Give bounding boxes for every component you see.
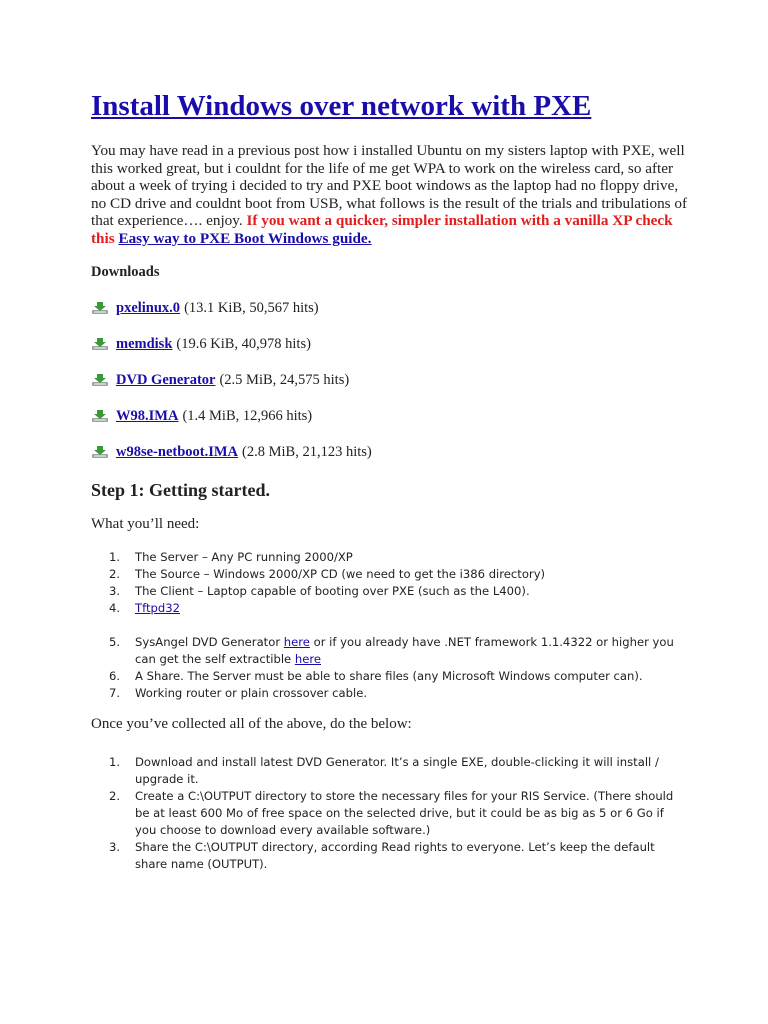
- easy-pxe-guide-link[interactable]: Easy way to PXE Boot Windows guide.: [118, 229, 372, 247]
- download-link-pxelinux[interactable]: pxelinux.0: [116, 299, 181, 316]
- page-title[interactable]: Install Windows over network with PXE: [91, 90, 592, 122]
- download-link-memdisk[interactable]: memdisk: [116, 335, 173, 352]
- downloads-heading: Downloads: [91, 264, 160, 280]
- list-item: 2. The Source – Windows 2000/XP CD (we need to get the i386 directory): [109, 567, 546, 581]
- download-item: [91, 370, 349, 390]
- download-meta: (13.1 KiB, 50,567 hits): [184, 299, 319, 316]
- list-item: 2. Create a C:\OUTPUT directory to store the necessary files for your RIS Service. (There should be at least 600 Mo of free space on the selected drive, but it could be as big as 5 or 6 Go if you choose to download every available software.): [109, 789, 674, 837]
- setup-steps-list: [109, 754, 679, 873]
- download-item: [91, 442, 372, 462]
- download-meta: (1.4 MiB, 12,966 hits): [182, 407, 313, 424]
- download-meta: (2.8 MiB, 21,123 hits): [242, 443, 372, 460]
- download-icon: [91, 409, 109, 423]
- list-item: 7. Working router or plain crossover cable.: [109, 686, 368, 700]
- dvd-generator-here-link[interactable]: here: [283, 635, 310, 649]
- download-icon: [91, 337, 109, 351]
- list-item: 3. The Client – Laptop capable of booting over PXE (such as the L400).: [109, 584, 530, 598]
- intro-paragraph: [91, 142, 691, 248]
- list-item: 5. SysAngel DVD Generator here or if you already have .NET framework 1.1.4322 or higher you can get the self extractible here: [109, 635, 674, 666]
- download-link-w98-ima[interactable]: W98.IMA: [116, 407, 179, 424]
- list-item: 3. Share the C:\OUTPUT directory, according Read rights to everyone. Let’s keep the default share name (OUTPUT).: [109, 840, 655, 871]
- list-item: 4. Tftpd32: [109, 601, 180, 615]
- download-link-dvd-generator[interactable]: DVD Generator: [116, 371, 216, 388]
- step-1-heading: Step 1: Getting started.: [91, 480, 270, 500]
- download-link-w98se-netboot[interactable]: w98se-netboot.IMA: [116, 443, 239, 460]
- requirements-list-continued: [109, 634, 689, 702]
- download-icon: [91, 301, 109, 315]
- once-collected-label: Once you’ve collected all of the above, do the below:: [91, 716, 412, 732]
- list-item: 6. A Share. The Server must be able to share files (any Microsoft Windows computer can).: [109, 669, 643, 683]
- intro-text: You may have read in a previous post how i installed Ubuntu on my sisters laptop with PXE, well this worked great, but i couldnt for the life of me get WPA to work on the wireless card, so after about a week of trying i decided to try and PXE boot windows as the laptop had no floppy drive, no CD drive and couldnt boot from USB, what follows is the result of the trials and tribulations of that experience…. enjoy.: [91, 142, 688, 230]
- download-meta: (2.5 MiB, 24,575 hits): [219, 371, 350, 388]
- list-item: 1. The Server – Any PC running 2000/XP: [109, 550, 353, 564]
- download-icon: [91, 445, 109, 459]
- list-item: 1. Download and install latest DVD Generator. It’s a single EXE, double-clicking it will install / upgrade it.: [109, 755, 659, 786]
- download-item: [91, 298, 319, 318]
- download-meta: (19.6 KiB, 40,978 hits): [176, 335, 311, 352]
- download-item: [91, 334, 311, 354]
- self-extractible-here-link[interactable]: here: [294, 652, 321, 666]
- intro-highlight: If you want a quicker, simpler installation with a vanilla XP check this: [91, 212, 673, 247]
- requirements-list: [109, 549, 689, 617]
- download-icon: [91, 373, 109, 387]
- download-item: [91, 406, 312, 426]
- what-you-need-label: What you’ll need:: [91, 516, 200, 532]
- tftpd32-link[interactable]: Tftpd32: [135, 601, 180, 615]
